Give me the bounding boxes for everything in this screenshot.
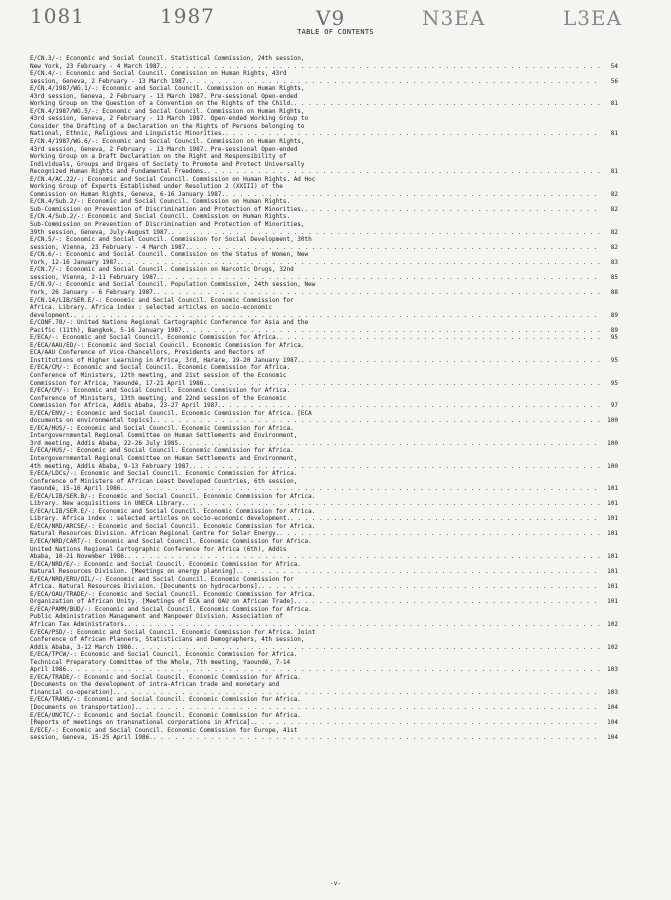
toc-entry [30,334,618,342]
toc-entry-line: E/ECA/LDCs/-: Economic and Social Council. Economic Commission for Africa. [30,470,298,478]
dot-leader [156,417,600,425]
toc-entry-line: Ababa, 10-21 November 1986. [30,553,128,561]
toc-entry-line: E/ECA/CM/-: Economic and Social Council. Economic Commission for Africa. [30,364,291,372]
toc-entry-line: Commission on Human Rights, Geneva, 6-16 January 1987. [30,190,226,198]
toc-page-number: 97 [610,402,618,410]
toc-entry-last-line [30,229,618,237]
toc-entry-line: United Nations Regional Cartographic Conference for Africa (6th), Addis [30,545,287,553]
toc-entry-last-line [30,357,618,365]
toc-entry-line: E/ECA/HUS/-: Economic and Social Council. Economic Commission for Africa. [30,424,294,432]
toc-entry-line: New York, 23 February - 4 March 1987. [30,62,164,70]
dot-leader [193,463,600,471]
toc-page-number: 100 [607,439,618,447]
toc-entry-line: E/CN.4/AC.22/-: Economic and Social Council. Commission on Human Rights. Ad Hoc [30,175,316,183]
toc-page-number: 89 [610,326,618,334]
toc-entry-last-line [30,274,618,282]
toc-entry-line: Conference of African Planners, Statisticians and Demographers, 4th session, [30,636,305,644]
toc-entry-last-line [30,417,618,425]
toc-entry-last-line [30,244,618,252]
toc-entry [30,342,618,365]
dot-leader [128,621,600,629]
toc-entry-last-line [30,485,618,493]
toc-page-number: 82 [610,243,618,251]
dot-leader [160,274,600,282]
dot-leader [185,327,600,335]
toc-entry-line: African Tax Administrators. [30,621,128,629]
toc-entry-line: E/ECA/PSD/-: Economic and Social Council. Economic Commission for Africa. Joint [30,628,316,636]
toc-entry-line: Public Administration Management and Manpower Division. Association of [30,613,283,621]
toc-entry-line: National, Ethnic, Religious and Linguistic Minorities. [30,130,226,138]
toc-entry-line: [Documents on transportation]. [30,704,139,712]
toc-entry-line: [Reports of meetings on transnational corporations in Africa]. [30,719,254,727]
dot-leader [254,719,600,727]
toc-entry-last-line [30,704,618,712]
toc-page-number: 101 [607,553,618,561]
toc-entry-line: 4th meeting, Addis Ababa, 9-13 February 1987. [30,462,193,470]
toc-entry-last-line [30,402,618,410]
toc-entry-last-line [30,130,618,138]
toc-entry-line: Africa. Natural Resources Division. [Documents on hydrocarbons]. [30,583,262,591]
toc-entry-line: E/ECA/NRD/ARCSE/-: Economic and Social Council. Economic Commission for Africa. [30,522,316,530]
toc-entry [30,696,618,711]
toc-entry [30,281,618,296]
toc-page-number: 82 [610,190,618,198]
toc-entry-line: 43rd session, Geneva, 2 February - 13 March 1987. Open-ended Working Group to [30,115,309,123]
toc-entry-line: Sub-Commission on Prevention of Discrimination and Protection of Minorities, [30,221,305,229]
dot-leader [207,168,600,176]
toc-entry-line: E/ECA/TPCW/-: Economic and Social Council. Economic Commission for Africa. [30,651,298,659]
dot-leader [128,553,600,561]
toc-entry-last-line [30,380,618,388]
toc-entry-last-line [30,206,618,214]
toc-entry-line: Intergovernmental Regional Committee on Human Settlements and Environment, [30,432,298,440]
page-title: TABLE OF CONTENTS [297,28,374,36]
toc-page-number: 101 [607,583,618,591]
toc-entry-line: documents on environmental topics]. [30,417,157,425]
toc-entry-line: Organization of African Unity. [Meetings of ECA and OAU on African Trade]. [30,598,298,606]
toc-entry-last-line [30,734,618,742]
toc-entry [30,236,618,251]
toc-entry-last-line [30,78,618,86]
toc-entry-line: 43rd session, Geneva, 2 February - 13 March 1987. Pre-sessional Open-ended [30,145,298,153]
table-of-contents [30,55,618,742]
toc-entry [30,108,618,138]
toc-entry [30,674,618,697]
dot-leader [153,734,600,742]
toc-entry [30,591,618,606]
toc-entry [30,251,618,266]
toc-entry-line: E/CN.14/LIB/SER.E/-: Economic and Social Council. Economic Commission for [30,296,294,304]
dot-leader [156,289,600,297]
toc-entry-line: session, Geneva, 15-25 April 1986. [30,734,153,742]
toc-entry-line: E/ECA/UNCTC/-: Economic and Social Council. Economic Commission for Africa. [30,711,301,719]
toc-entry-last-line [30,463,618,471]
handwritten-note-1: 1081 [30,4,85,28]
toc-page-number: 88 [610,288,618,296]
toc-entry-line: Institutions of Higher Learning in Africa, 3rd, Harare, 19-20 January 1987. [30,356,301,364]
toc-page-number: 83 [610,258,618,266]
dot-leader [294,100,600,108]
toc-entry-line: Intergovernmental Regional Committee on Human Settlements and Environment, [30,454,298,462]
toc-entry [30,538,618,561]
toc-entry-last-line [30,327,618,335]
toc-entry-line: Conference of Ministers, 12th meeting, and 21st session of the Economic [30,371,287,379]
toc-page-number: 82 [610,205,618,213]
toc-entry [30,198,618,213]
toc-entry [30,493,618,508]
toc-entry [30,319,618,334]
toc-entry [30,629,618,652]
toc-entry-last-line [30,500,618,508]
toc-page-number: 102 [607,643,618,651]
toc-entry-line: E/ECA/LIB/SER.B/-: Economic and Social Council. Economic Commission for Africa. [30,492,316,500]
toc-entry-line: Individuals, Groups and Organs of Society to Promote and Protect Universally [30,160,305,168]
toc-page-number: 103 [607,688,618,696]
toc-entry-line: Recognized Human Rights and Fundamental Freedoms. [30,168,208,176]
toc-page-number: 104 [607,734,618,742]
dot-leader [189,244,600,252]
toc-entry-line: E/CN.4/1987/WG.1/-: Economic and Social Council. Commission on Human Rights, [30,85,305,93]
toc-entry-line: E/CN.4/1987/WG.6/-: Economic and Social Council. Commission on Human Rights, [30,138,305,146]
toc-page-number: 89 [610,311,618,319]
toc-entry-last-line [30,553,618,561]
toc-entry-line: E/CN.3/-: Economic and Social Council. Statistical Commission, 24th session, [30,55,305,62]
toc-entry-last-line [30,583,618,591]
dot-leader [120,259,600,267]
toc-entry-line: E/CN.4/1987/WG.5/-: Economic and Social Council. Commission on Human Rights, [30,107,305,115]
toc-entry [30,364,618,387]
toc-entry [30,70,618,85]
dot-leader [171,229,600,237]
toc-entry-line: E/ECA/-: Economic and Social Council. Economic Commission for Africa. [30,334,280,342]
toc-entry-line: E/ECA/NRD/ERU/OIL/-: Economic and Social Council. Economic Commission for [30,575,294,583]
toc-entry [30,561,618,576]
toc-entry-last-line [30,598,618,606]
toc-entry-last-line [30,63,618,71]
toc-entry-line: York, 12-16 January 1987. [30,258,121,266]
toc-entry [30,297,618,320]
toc-entry-line: Commission for Africa, Addis Ababa, 23-27 April 1987. [30,402,222,410]
toc-entry [30,387,618,410]
toc-page-number: 104 [607,719,618,727]
toc-entry-last-line [30,289,618,297]
toc-page-number: 54 [610,62,618,70]
toc-entry-line: E/ECA/NRD/CART/-: Economic and Social Council. Economic Commission for Africa. [30,538,312,545]
dot-leader [225,130,600,138]
toc-page-number: 95 [610,334,618,342]
dot-leader [70,666,600,674]
toc-entry-line: Africa. Library. Africa index : selected articles on socio-economic [30,304,273,312]
toc-page-number: 81 [610,130,618,138]
toc-entry-last-line [30,515,618,523]
toc-entry-line: 39th session, Geneva, July-August 1987. [30,228,171,236]
dot-leader [290,515,600,523]
toc-entry [30,85,618,108]
toc-entry-line: financial co-operation]. [30,688,117,696]
toc-entry [30,523,618,538]
toc-page-number: 103 [607,666,618,674]
toc-page-number: 101 [607,530,618,538]
toc-entry-line: E/CN.4/Sub.2/-: Economic and Social Council. Commission on Human Rights. [30,198,291,206]
toc-entry [30,425,618,448]
toc-entry-line: E/CN.9/-: Economic and Social Council. Population Commission, 24th session, New [30,281,316,289]
toc-entry-last-line [30,440,618,448]
toc-entry [30,138,618,176]
toc-entry-line: 43rd session, Geneva, 2 February - 13 March 1987. Pre-sessional Open-ended [30,92,298,100]
toc-entry-line: E/CN.5/-: Economic and Social Council. Commission for Social Development, 30th [30,236,312,244]
toc-entry-line: E/ECA/TRANS/-: Economic and Social Council. Economic Commission for Africa. [30,696,301,704]
toc-entry-line: Addis Ababa, 3-12 March 1986. [30,643,135,651]
dot-leader [189,78,600,86]
toc-entry-last-line [30,689,618,697]
toc-page-number: 101 [607,500,618,508]
dot-leader [279,530,600,538]
toc-entry-line: Natural Resources Division. [Meetings on energy planning]. [30,568,240,576]
toc-entry-line: Conference of Ministers of African Least Developed Countries, 6th session, [30,477,298,485]
toc-entry-line: session, Vienna, 23 February - 4 March 1987. [30,243,189,251]
toc-entry-last-line [30,666,618,674]
toc-entry-line: Consider the Drafting of a Declaration on the Rights of Persons belonging to [30,122,305,130]
handwritten-note-4: N3EA [422,6,486,30]
toc-entry-last-line [30,719,618,727]
toc-entry-line: E/ECA/HUS/-: Economic and Social Council. Economic Commission for Africa. [30,447,294,455]
toc-entry-line: E/ECA/CM/-: Economic and Social Council. Economic Commission for Africa. [30,387,291,395]
toc-page-number: 82 [610,228,618,236]
dot-leader [305,206,600,214]
toc-entry-last-line [30,259,618,267]
toc-entry [30,712,618,727]
toc-entry-line: E/CN.4/-: Economic and Social Council. Commission on Human Rights, 43rd [30,70,287,78]
handwritten-note-3: V9 [316,6,346,30]
dot-leader [185,500,600,508]
toc-entry [30,727,618,742]
dot-leader [73,312,600,320]
toc-entry-line: April 1986. [30,666,70,674]
toc-entry-line: Working Group on a Draft Declaration on the Right and Responsibility of [30,153,287,161]
dot-leader [301,357,600,365]
toc-entry [30,410,618,425]
toc-entry-line: E/ECA/PAMM/BUD/-: Economic and Social Council. Economic Commission for Africa. [30,605,312,613]
toc-entry-line: session, Geneva, 2 February - 13 March 1987. [30,77,189,85]
toc-entry [30,176,618,199]
toc-entry-last-line [30,644,618,652]
toc-entry-line: Commission for Africa, Yaoundé, 17-21 April 1986. [30,379,208,387]
toc-entry-line: Natural Resources Division. African Regional Centre for Solar Energy. [30,530,280,538]
toc-page-number: 102 [607,621,618,629]
dot-leader [240,568,600,576]
toc-page-number: 85 [610,273,618,281]
dot-leader [124,485,600,493]
dot-leader [297,598,600,606]
toc-page-number: 81 [610,168,618,176]
handwritten-note-5: L3EA [563,6,623,30]
toc-entry-line: E/CN.7/-: Economic and Social Council. Commission on Narcotic Drugs, 32nd [30,266,294,274]
toc-entry [30,576,618,591]
toc-entry-line: Working Group of Experts Established under Resolution 2 (XXIII) of the [30,183,283,191]
toc-entry-line: [Documents on the development of intra-African trade and monetary and [30,681,280,689]
toc-entry [30,508,618,523]
toc-entry-line: Library. Africa index : selected articles on socio-economic development. [30,515,291,523]
toc-entry-last-line [30,334,618,342]
dot-leader [261,583,600,591]
toc-entry-last-line [30,568,618,576]
toc-entry-line: E/ECE/-: Economic and Social Council. Economic Commission for Europe, 41st [30,726,298,734]
toc-page-number: 101 [607,568,618,576]
toc-entry [30,447,618,470]
toc-entry-line: E/ECA/ENV/-: Economic and Social Council. Economic Commission for Africa. [ECA [30,409,312,417]
toc-entry-line: E/ECA/LIB/SER.E/-: Economic and Social Council. Economic Commission for Africa. [30,507,316,515]
toc-entry-line: Working Group on the Question of a Convention on the Rights of the Child. [30,100,294,108]
toc-entry-last-line [30,100,618,108]
toc-entry-line: E/ECA/AAU/ED/-: Economic and Social Council. Economic Commission for Africa. [30,341,305,349]
toc-entry-last-line [30,168,618,176]
toc-page-number: 56 [610,77,618,85]
toc-entry-line: Library. New acquisitions in UNECA Library. [30,500,186,508]
toc-entry-line: Pacific (11th), Bangkok, 5-16 January 1987. [30,326,186,334]
dot-leader [117,689,600,697]
dot-leader [207,380,600,388]
toc-entry-last-line [30,621,618,629]
toc-page-number: 104 [607,704,618,712]
toc-entry-line: E/ECA/TRADE/-: Economic and Social Council. Economic Commission for Africa. [30,673,301,681]
handwritten-note-2: 1987 [160,4,215,28]
toc-entry-line: E/ECA/NRD/E/-: Economic and Social Council. Economic Commission for Africa. [30,560,301,568]
toc-entry-last-line [30,191,618,199]
toc-entry-line: Sub-Commission on Prevention of Discrimination and Protection of Minorities. [30,205,305,213]
toc-entry-line: E/CN.6/-: Economic and Social Council. Commission on the Status of Women, New [30,251,309,259]
toc-entry-last-line [30,312,618,320]
toc-page-number: 101 [607,485,618,493]
dot-leader [225,191,600,199]
toc-entry [30,606,618,629]
toc-page-number: 101 [607,515,618,523]
toc-entry-line: York, 26 January - 6 February 1987. [30,288,157,296]
toc-entry-line: ECA/AAU Conference of Vice-Chancellors, Presidents and Rectors of [30,349,265,357]
dot-leader [164,63,600,71]
toc-entry-line: development. [30,311,74,319]
toc-page-number: 81 [610,100,618,108]
toc-entry-line: Conference of Ministers, 13th meeting, and 22nd session of the Economic [30,394,287,402]
toc-entry [30,266,618,281]
toc-entry-line: E/ECA/OAU/TRADE/-: Economic and Social Council. Economic Commission for Africa. [30,590,316,598]
toc-entry-last-line [30,530,618,538]
toc-page-number: 100 [607,462,618,470]
toc-entry-line: E/CN.4/Sub.2/-: Economic and Social Council. Commission on Human Rights. [30,213,291,221]
dot-leader [138,704,600,712]
toc-entry-line: Technical Preparatory Committee of the Whole, 7th meeting, Yaoundé, 7-14 [30,658,291,666]
dot-leader [182,440,600,448]
toc-entry [30,470,618,493]
page-number-footer: -v- [330,880,341,887]
toc-entry-line: Yaoundé, 15-16 April 1986. [30,485,124,493]
toc-entry-line: session, Vienna, 2-11 February 1987. [30,273,161,281]
toc-entry-line: 3rd meeting, Addis Ababa, 22-26 July 1985. [30,439,182,447]
toc-page-number: 95 [610,356,618,364]
toc-entry [30,651,618,674]
toc-entry-line: E/CONF.78/-: United Nations Regional Cartographic Conference for Asia and the [30,319,309,327]
toc-entry [30,213,618,236]
toc-page-number: 95 [610,379,618,387]
dot-leader [135,644,600,652]
toc-page-number: 100 [607,417,618,425]
toc-entry [30,55,618,70]
dot-leader [279,334,600,342]
dot-leader [221,402,600,410]
toc-page-number: 101 [607,598,618,606]
